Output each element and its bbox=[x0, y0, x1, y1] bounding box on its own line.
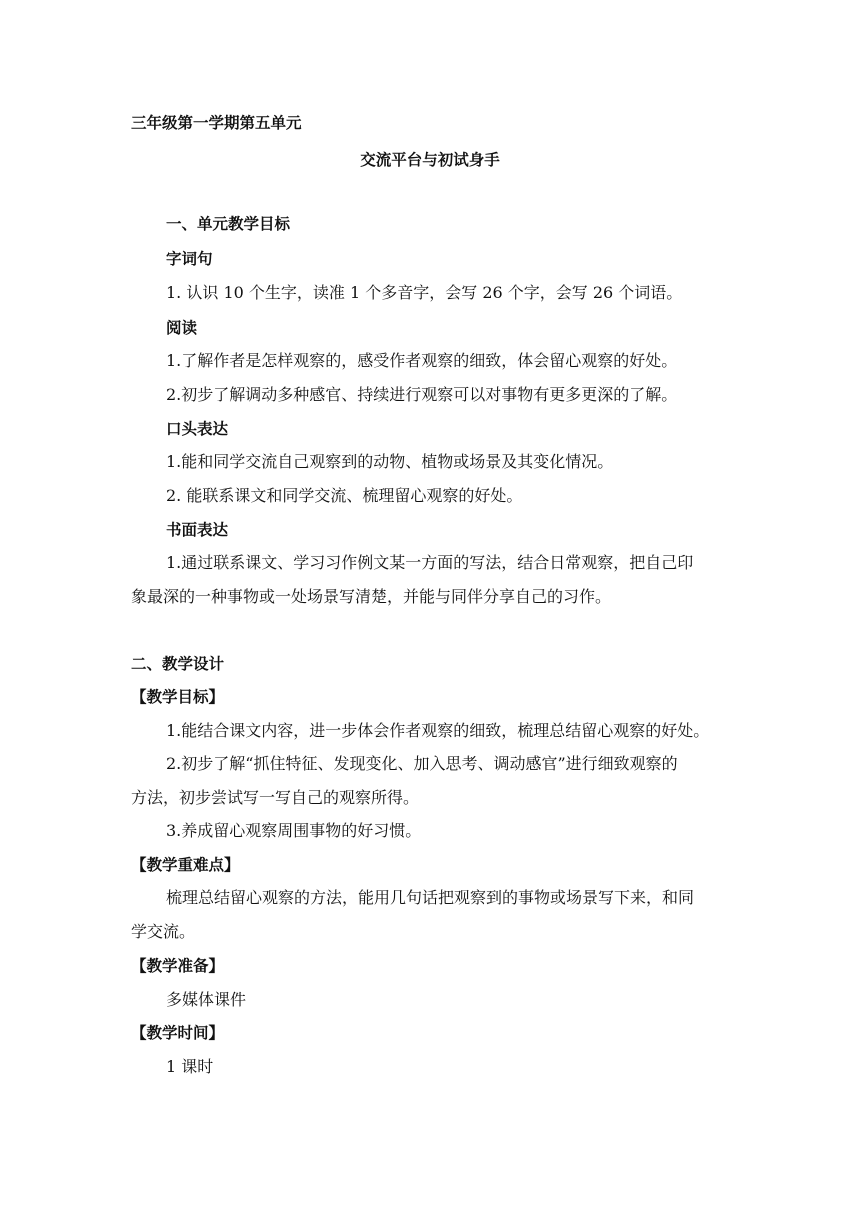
section-heading-unit-goals: 一、单元教学目标 bbox=[166, 215, 291, 233]
goals-item-1: 1.能结合课文内容，进一步体会作者观察的细致，梳理总结留心观察的好处。 bbox=[166, 721, 710, 740]
subheading-writing: 书面表达 bbox=[166, 521, 229, 539]
goals-item-3: 3.养成留心观察周围事物的好习惯。 bbox=[166, 821, 422, 840]
heading-prep: 【教学准备】 bbox=[131, 957, 225, 975]
heading-goals: 【教学目标】 bbox=[131, 688, 225, 706]
unit-label: 三年级第一学期第五单元 bbox=[131, 114, 302, 132]
oral-item-2: 2. 能联系课文和同学交流、梳理留心观察的好处。 bbox=[166, 486, 523, 505]
subheading-oral: 口头表达 bbox=[166, 420, 229, 438]
writing-item-line-1: 1.通过联系课文、学习习作例文某一方面的写法，结合日常观察，把自己印 bbox=[166, 553, 694, 572]
reading-item-1: 1.了解作者是怎样观察的，感受作者观察的细致，体会留心观察的好处。 bbox=[166, 351, 678, 370]
oral-item-1: 1.能和同学交流自己观察到的动物、植物或场景及其变化情况。 bbox=[166, 452, 614, 471]
heading-time: 【教学时间】 bbox=[131, 1024, 225, 1042]
time-text: 1 课时 bbox=[166, 1057, 214, 1076]
key-points-line-1: 梳理总结留心观察的方法，能用几句话把观察到的事物或场景写下来，和同 bbox=[166, 888, 695, 907]
lesson-title: 交流平台与初试身手 bbox=[360, 151, 500, 169]
vocab-item-1: 1. 认识 10 个生字，读准 1 个多音字，会写 26 个字，会写 26 个词语。 bbox=[166, 283, 683, 302]
subheading-vocab: 字词句 bbox=[166, 250, 213, 268]
heading-key-points: 【教学重难点】 bbox=[131, 856, 240, 874]
writing-item-line-2: 象最深的一种事物或一处场景写清楚，并能与同伴分享自己的习作。 bbox=[131, 587, 612, 606]
subheading-reading: 阅读 bbox=[166, 319, 198, 337]
goals-item-2-line-2: 方法，初步尝试写一写自己的观察所得。 bbox=[131, 788, 420, 807]
goals-item-2-line-1: 2.初步了解“抓住特征、发现变化、加入思考、调动感官”进行细致观察的 bbox=[166, 754, 678, 773]
prep-text: 多媒体课件 bbox=[166, 990, 247, 1009]
section-heading-design: 二、教学设计 bbox=[131, 655, 225, 673]
reading-item-2: 2.初步了解调动多种感官、持续进行观察可以对事物有更多更深的了解。 bbox=[166, 385, 678, 404]
key-points-line-2: 学交流。 bbox=[131, 922, 196, 941]
